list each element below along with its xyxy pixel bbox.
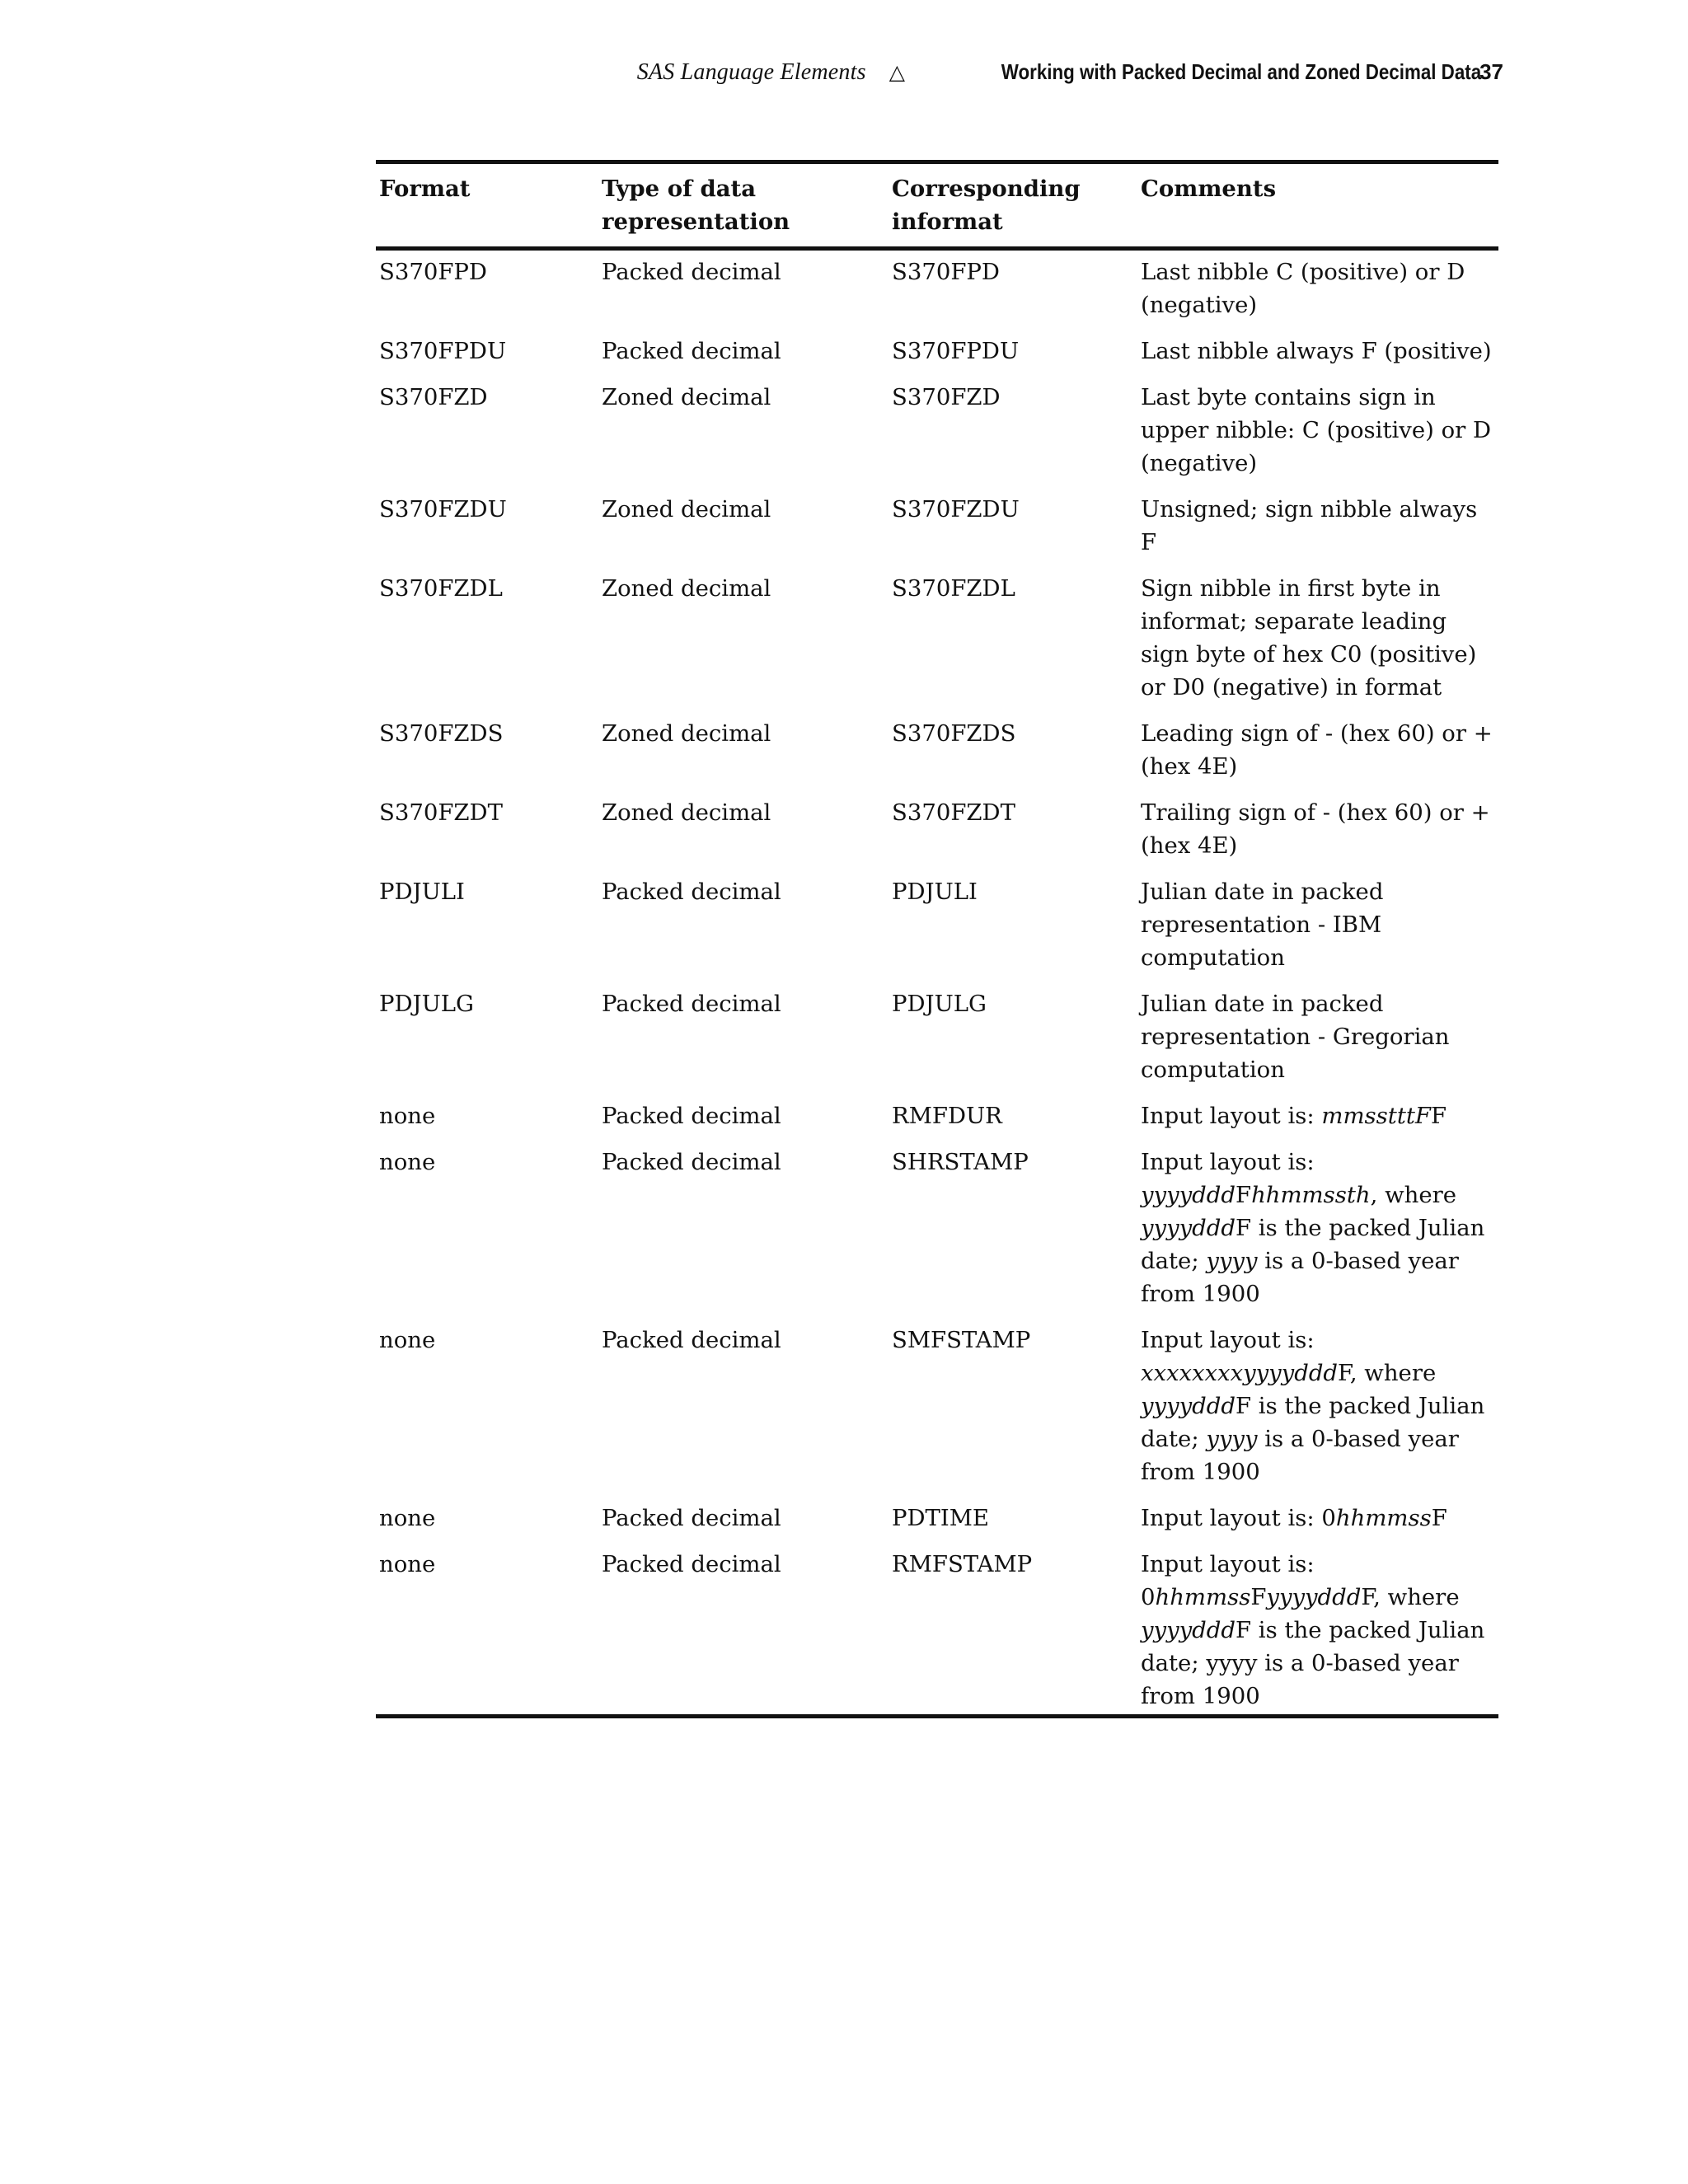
table-body [376, 249, 1498, 1717]
comment-italic-text: mmsstttF [1321, 1103, 1432, 1129]
cell-informat: RMFSTAMP [892, 1551, 1033, 1577]
cell-informat: S370FPD [892, 259, 1000, 285]
cell-type: Packed decimal [602, 879, 781, 905]
comment-italic-text: yyyy [1206, 1248, 1258, 1274]
cell-comment [1137, 1502, 1498, 1548]
cell-comment: Last byte contains sign in upper nibble: C (positive) or D (negative) [1141, 384, 1492, 476]
cell-informat: S370FZDT [892, 799, 1015, 826]
column-header-comments: Comments [1137, 162, 1498, 249]
cell-format: S370FPDU [379, 338, 507, 364]
cell-comment: Sign nibble in first byte in informat; separate leading sign byte of hex C0 (positive) or D0 (negative) in format [1141, 575, 1477, 701]
cell-format: S370FZDT [379, 799, 503, 826]
cell-type: Zoned decimal [602, 575, 771, 602]
cell-type: Packed decimal [602, 1103, 781, 1129]
column-header-format: Format [376, 162, 598, 249]
comment-text: , where [1370, 1182, 1457, 1208]
table-row [376, 1548, 1498, 1717]
cell-format: S370FZDU [379, 496, 507, 523]
comment-italic-text: yyyyddd [1141, 1182, 1236, 1208]
cell-format: none [379, 1103, 436, 1129]
comment-text: F is the packed Julian date; yyyy is a 0-based year from 1900 [1141, 1617, 1485, 1709]
cell-format: S370FZDS [379, 720, 504, 747]
comment-italic-text: hhmmss [1335, 1505, 1432, 1531]
format-table [376, 160, 1498, 1718]
column-header-type: Type of data representation [598, 162, 889, 249]
cell-type: Packed decimal [602, 338, 781, 364]
cell-comment: Last nibble C (positive) or D (negative) [1141, 259, 1465, 318]
cell-informat: PDTIME [892, 1505, 989, 1531]
cell-format: none [379, 1149, 436, 1175]
comment-text: F [1235, 1182, 1252, 1208]
cell-type: Zoned decimal [602, 384, 771, 410]
table-row [376, 1099, 1498, 1146]
cell-format: S370FPD [379, 259, 487, 285]
cell-type: Packed decimal [602, 1551, 781, 1577]
cell-format: none [379, 1327, 436, 1353]
cell-informat: RMFDUR [892, 1103, 1002, 1129]
comment-text: Input layout is: [1141, 1327, 1315, 1353]
cell-type: Zoned decimal [602, 496, 771, 523]
triangle-separator-icon: △ [889, 60, 905, 84]
page-number: 37 [1479, 59, 1503, 84]
comment-italic-text: hhmmss [1155, 1584, 1251, 1610]
table-row [376, 1502, 1498, 1548]
comment-text: Input layout is: 0 [1141, 1551, 1315, 1610]
cell-comment: Leading sign of - (hex 60) or + (hex 4E) [1141, 720, 1493, 780]
comment-italic-text: yyyyddd [1141, 1215, 1236, 1241]
comment-text: Input layout is: [1141, 1103, 1322, 1129]
cell-format: S370FZD [379, 384, 488, 410]
cell-type: Zoned decimal [602, 799, 771, 826]
book-title: SAS Language Elements [636, 59, 866, 85]
cell-format: PDJULG [379, 991, 474, 1017]
cell-type: Packed decimal [602, 259, 781, 285]
cell-comment: Julian date in packed representation - IBM computation [1141, 879, 1384, 971]
table-header-row [376, 162, 1498, 249]
cell-type: Packed decimal [602, 1149, 781, 1175]
table-row [376, 493, 1498, 572]
comment-text: F, where [1338, 1360, 1437, 1386]
comment-italic-text: yyyy [1206, 1426, 1258, 1452]
cell-informat: S370FZD [892, 384, 1001, 410]
table-row [376, 249, 1498, 335]
table-row [376, 1146, 1498, 1324]
cell-comment: Unsigned; sign nibble always F [1141, 496, 1478, 555]
comment-text: F is the packed Julian date; [1141, 1393, 1485, 1452]
table-row [376, 572, 1498, 717]
cell-type: Packed decimal [602, 1505, 781, 1531]
cell-type: Packed decimal [602, 991, 781, 1017]
comment-italic-text: yyyyddd [1141, 1617, 1236, 1643]
cell-comment [1137, 1324, 1498, 1502]
table-row [376, 796, 1498, 875]
cell-comment [1137, 1099, 1498, 1146]
section-title: Working with Packed Decimal and Zoned Decimal Data [1001, 59, 1482, 84]
cell-comment: Julian date in packed representation - Gregorian computation [1141, 991, 1450, 1083]
comment-text: is a 0-based year from 1900 [1141, 1248, 1459, 1307]
cell-informat: SHRSTAMP [892, 1149, 1029, 1175]
cell-comment: Last nibble always F (positive) [1141, 338, 1492, 364]
comment-italic-text: xxxxxxxxyyyyddd [1141, 1360, 1339, 1386]
cell-informat: S370FZDL [892, 575, 1015, 602]
comment-text: F, where [1361, 1584, 1460, 1610]
cell-format: none [379, 1551, 436, 1577]
format-table-container [376, 160, 1498, 1718]
cell-type: Zoned decimal [602, 720, 771, 747]
cell-type: Packed decimal [602, 1327, 781, 1353]
cell-informat: S370FZDU [892, 496, 1020, 523]
table-row [376, 335, 1498, 381]
table-row [376, 1324, 1498, 1502]
cell-format: S370FZDL [379, 575, 503, 602]
comment-italic-text: hhmmssth [1251, 1182, 1371, 1208]
running-header [0, 59, 1503, 92]
cell-informat: S370FPDU [892, 338, 1020, 364]
comment-italic-text: yyyyddd [1266, 1584, 1362, 1610]
cell-comment [1137, 1146, 1498, 1324]
column-header-informat: Corresponding informat [889, 162, 1137, 249]
comment-text: F is the packed Julian date; [1141, 1215, 1485, 1274]
cell-informat: PDJULI [892, 879, 978, 905]
comment-italic-text: yyyyddd [1141, 1393, 1236, 1419]
comment-text: Input layout is: [1141, 1149, 1315, 1175]
comment-text: F [1431, 1103, 1447, 1129]
cell-informat: PDJULG [892, 991, 987, 1017]
table-row [376, 381, 1498, 493]
cell-informat: SMFSTAMP [892, 1327, 1031, 1353]
table-row [376, 717, 1498, 796]
comment-text: is a 0-based year from 1900 [1141, 1426, 1459, 1485]
table-row [376, 875, 1498, 987]
comment-text: F [1250, 1584, 1267, 1610]
table-row [376, 987, 1498, 1099]
cell-informat: S370FZDS [892, 720, 1016, 747]
cell-comment: Trailing sign of - (hex 60) or + (hex 4E) [1141, 799, 1490, 859]
cell-format: none [379, 1505, 436, 1531]
comment-text: Input layout is: 0 [1141, 1505, 1336, 1531]
comment-text: F [1431, 1505, 1447, 1531]
cell-comment [1137, 1548, 1498, 1717]
cell-format: PDJULI [379, 879, 465, 905]
